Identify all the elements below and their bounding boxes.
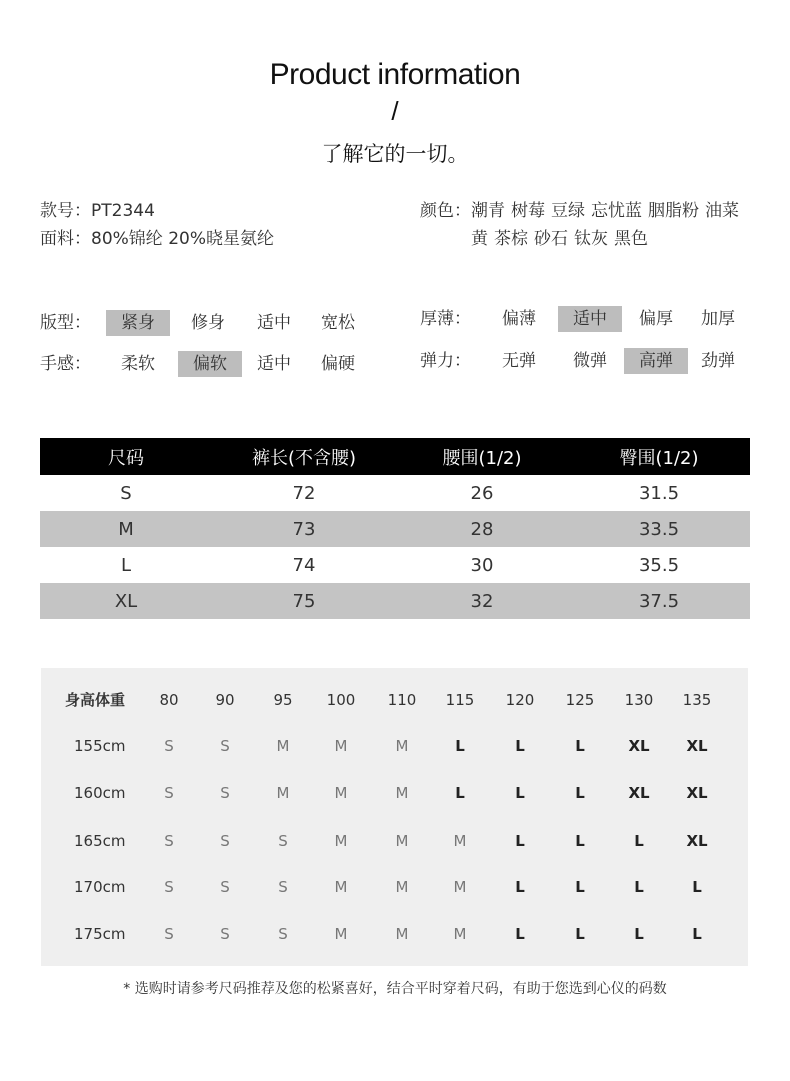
attribute-feel	[40, 351, 380, 377]
header-waist: 腰围(1/2)	[396, 438, 568, 475]
recommended-size: M	[276, 737, 290, 755]
recommended-size: M	[334, 737, 348, 755]
color-option: 胭脂粉	[648, 201, 699, 221]
recommendation-row	[41, 781, 748, 805]
recommended-size: L	[515, 832, 525, 850]
attribute-option-selected: 高弹	[624, 348, 688, 374]
recommended-size: L	[575, 784, 585, 802]
height-weight-label: 身高体重	[65, 691, 126, 709]
title-divider: /	[391, 96, 399, 126]
color-list	[471, 197, 741, 253]
attribute-option: 劲弹	[701, 351, 735, 371]
height-label: 165cm	[74, 832, 126, 850]
height-label: 155cm	[74, 737, 126, 755]
attribute-option-selected: 适中	[558, 306, 622, 332]
color-info	[420, 197, 741, 253]
size-table	[40, 438, 750, 619]
attribute-option: 加厚	[701, 309, 735, 329]
recommended-size: S	[278, 878, 288, 896]
weight-header: 95	[273, 691, 293, 709]
color-option: 潮青	[471, 201, 505, 221]
recommended-size: XL	[628, 737, 650, 755]
weight-header: 110	[387, 691, 417, 709]
fabric-value: 80%锦纶 20%晓星氨纶	[91, 229, 274, 249]
weight-header: 90	[215, 691, 235, 709]
recommended-size: S	[164, 832, 174, 850]
size-table-cell: 33.5	[568, 511, 750, 547]
color-option: 油菜黄	[471, 201, 739, 249]
weight-header: 100	[326, 691, 356, 709]
recommended-size: L	[692, 878, 702, 896]
recommended-size: S	[220, 878, 230, 896]
color-option: 忘忧蓝	[591, 201, 642, 221]
size-table-cell: XL	[40, 583, 212, 619]
attribute-option-selected: 紧身	[106, 310, 170, 336]
attribute-option-selected: 偏软	[178, 351, 242, 377]
recommended-size: L	[455, 737, 465, 755]
weight-header: 130	[624, 691, 654, 709]
attribute-option: 修身	[191, 313, 225, 333]
recommended-size: S	[220, 832, 230, 850]
recommended-size: S	[278, 925, 288, 943]
attribute-option: 微弹	[573, 351, 607, 371]
header-hip: 臀围(1/2)	[568, 438, 750, 475]
style-number-row	[40, 197, 274, 225]
recommended-size: XL	[628, 784, 650, 802]
recommended-size: L	[515, 737, 525, 755]
color-option: 树莓	[511, 201, 545, 221]
size-table-cell: 30	[470, 554, 494, 576]
size-table-cell: 72	[292, 482, 316, 504]
footnote: * 选购时请参考尺码推荐及您的松紧喜好，结合平时穿着尺码，有助于您选到心仪的码数	[123, 981, 667, 997]
attribute-label: 版型：	[40, 313, 91, 333]
recommendation-row	[41, 829, 748, 853]
recommended-size: L	[575, 832, 585, 850]
size-table-cell: 35.5	[638, 554, 680, 576]
recommended-size: M	[453, 832, 467, 850]
size-table-row	[40, 547, 750, 583]
fabric-label: 面料：	[40, 229, 91, 249]
attribute-option: 偏硬	[321, 354, 355, 374]
attribute-option: 偏薄	[502, 309, 536, 329]
recommended-size: M	[453, 878, 467, 896]
weight-header: 135	[682, 691, 712, 709]
recommended-size: L	[634, 878, 644, 896]
recommendation-row	[41, 922, 748, 946]
recommended-size: M	[334, 878, 348, 896]
attribute-option: 偏厚	[639, 309, 673, 329]
attribute-option: 适中	[257, 313, 291, 333]
page-title: Product information	[269, 58, 521, 91]
recommended-size: L	[455, 784, 465, 802]
header-size: 尺码	[40, 438, 212, 475]
attribute-label: 弹力：	[420, 351, 471, 371]
recommended-size: L	[692, 925, 702, 943]
color-option: 豆绿	[551, 201, 585, 221]
recommended-size: M	[395, 878, 409, 896]
recommendation-header-row	[41, 688, 748, 712]
recommended-size: XL	[686, 784, 708, 802]
recommended-size: M	[395, 737, 409, 755]
height-label: 175cm	[74, 925, 126, 943]
size-table-cell: M	[40, 511, 212, 547]
size-table-cell: 74	[292, 554, 316, 576]
size-table-header	[40, 438, 750, 475]
recommended-size: XL	[686, 832, 708, 850]
attribute-option: 适中	[257, 354, 291, 374]
recommended-size: M	[395, 784, 409, 802]
attribute-label: 手感：	[40, 354, 91, 374]
color-option: 砂石	[534, 229, 568, 249]
recommended-size: M	[334, 784, 348, 802]
color-label: 颜色：	[420, 201, 471, 221]
weight-header: 125	[565, 691, 595, 709]
height-label: 160cm	[74, 784, 126, 802]
size-table-cell: 32	[396, 583, 568, 619]
fabric-row	[40, 225, 274, 253]
recommended-size: M	[276, 784, 290, 802]
recommended-size: S	[164, 737, 174, 755]
size-table-row	[40, 511, 750, 547]
recommended-size: L	[575, 737, 585, 755]
attribute-elasticity	[420, 348, 760, 374]
recommended-size: L	[515, 784, 525, 802]
size-table-row	[40, 475, 750, 511]
attribute-fit	[40, 310, 380, 336]
height-label: 170cm	[74, 878, 126, 896]
weight-header: 120	[505, 691, 535, 709]
color-option: 钛灰	[574, 229, 608, 249]
color-option: 茶棕	[494, 229, 528, 249]
recommended-size: S	[220, 737, 230, 755]
recommended-size: L	[575, 878, 585, 896]
recommendation-row	[41, 875, 748, 899]
attribute-option: 无弹	[502, 351, 536, 371]
size-recommendation-grid	[41, 668, 748, 966]
recommended-size: M	[395, 925, 409, 943]
size-table-cell: 28	[396, 511, 568, 547]
recommended-size: L	[634, 832, 644, 850]
size-table-cell: S	[120, 482, 132, 504]
recommended-size: M	[395, 832, 409, 850]
color-option: 黑色	[614, 229, 648, 249]
size-table-cell: 37.5	[568, 583, 750, 619]
size-table-cell: 26	[470, 482, 494, 504]
recommended-size: L	[515, 878, 525, 896]
size-table-cell: 73	[212, 511, 396, 547]
attribute-label: 厚薄：	[420, 309, 471, 329]
recommended-size: L	[575, 925, 585, 943]
weight-header: 115	[445, 691, 475, 709]
recommended-size: M	[334, 925, 348, 943]
recommended-size: XL	[686, 737, 708, 755]
recommended-size: S	[164, 878, 174, 896]
attribute-option: 柔软	[121, 354, 155, 374]
recommended-size: S	[220, 784, 230, 802]
recommended-size: S	[220, 925, 230, 943]
style-number-label: 款号：	[40, 201, 91, 221]
recommended-size: S	[278, 832, 288, 850]
recommended-size: S	[164, 784, 174, 802]
weight-header: 80	[159, 691, 179, 709]
recommendation-row	[41, 734, 748, 758]
recommended-size: M	[453, 925, 467, 943]
size-table-row	[40, 583, 750, 619]
product-basic-info	[40, 197, 274, 253]
size-table-cell: 75	[212, 583, 396, 619]
attribute-thickness	[420, 306, 760, 332]
recommended-size: L	[634, 925, 644, 943]
recommended-size: M	[334, 832, 348, 850]
recommended-size: S	[164, 925, 174, 943]
attribute-option: 宽松	[321, 313, 355, 333]
recommended-size: L	[515, 925, 525, 943]
size-table-cell: L	[120, 554, 132, 576]
style-number-value: PT2344	[91, 201, 155, 221]
size-table-cell: 31.5	[638, 482, 680, 504]
page-subtitle: 了解它的一切。	[321, 142, 469, 166]
header-length: 裤长(不含腰)	[212, 438, 396, 475]
